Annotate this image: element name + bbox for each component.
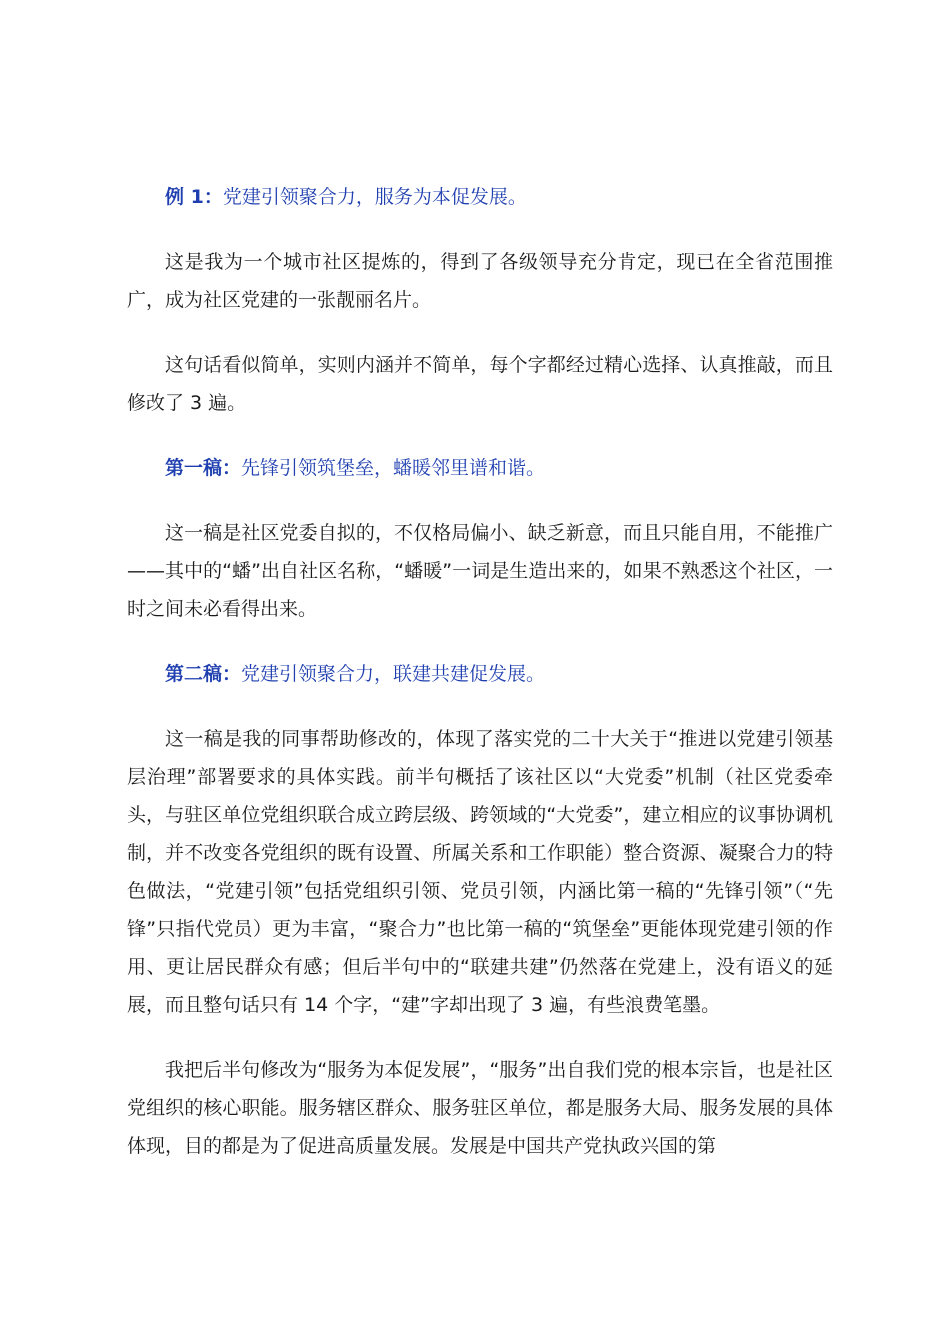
draft2-label: 第二稿： — [165, 663, 242, 685]
draft2-text: 党建引领聚合力，联建共建促发展。 — [241, 663, 546, 685]
draft1-text: 先锋引领筑堡垒，蟠暖邻里谱和谐。 — [241, 457, 546, 479]
document-page — [127, 178, 833, 1192]
example-heading — [127, 178, 833, 216]
example-label: 例 1： — [165, 186, 223, 208]
draft2-comment: 这一稿是我的同事帮助修改的，体现了落实党的二十大关于“推进以党建引领基层治理”部署要求的具体实践。前半句概括了该社区以“大党委”机制（社区党委牵头，与驻区单位党组织联合成立跨层级、跨领域的“大党委”，建立相应的议事协调机制，并不改变各党组织的既有设置、所属关系和工作职能）整合资源、凝聚合力的特色做法，“党建引领”包括党组织引领、党员引领，内涵比第一稿的“先锋引领”（“先锋”只指代党员）更为丰富，“聚合力”也比第一稿的“筑堡垒”更能体现党建引领的作用、更让居民群众有感；但后半句中的“联建共建”仍然落在党建上，没有语义的延展，而且整句话只有 14 个字，“建”字却出现了 3 遍，有些浪费笔墨。 — [127, 728, 833, 1016]
draft1-heading — [127, 449, 833, 487]
paragraph-intro: 这是我为一个城市社区提炼的，得到了各级领导充分肯定，现已在全省范围推广，成为社区党建的一张靓丽名片。 — [127, 251, 833, 311]
paragraph-revisions: 这句话看似简单，实则内涵并不简单，每个字都经过精心选择、认真推敲，而且修改了 3 遍。 — [127, 354, 833, 414]
draft2-heading — [127, 655, 833, 693]
draft1-comment: 这一稿是社区党委自拟的，不仅格局偏小、缺乏新意，而且只能自用，不能推广——其中的“蟠”出自社区名称，“蟠暖”一词是生造出来的，如果不熟悉这个社区，一时之间未必看得出来。 — [127, 522, 833, 620]
final-paragraph: 我把后半句修改为“服务为本促发展”，“服务”出自我们党的根本宗旨，也是社区党组织的核心职能。服务辖区群众、服务驻区单位，都是服务大局、服务发展的具体体现，目的都是为了促进高质量发展。发展是中国共产党执政兴国的第 — [127, 1059, 833, 1157]
draft1-label: 第一稿： — [165, 457, 242, 479]
example-text: 党建引领聚合力，服务为本促发展。 — [222, 186, 527, 208]
